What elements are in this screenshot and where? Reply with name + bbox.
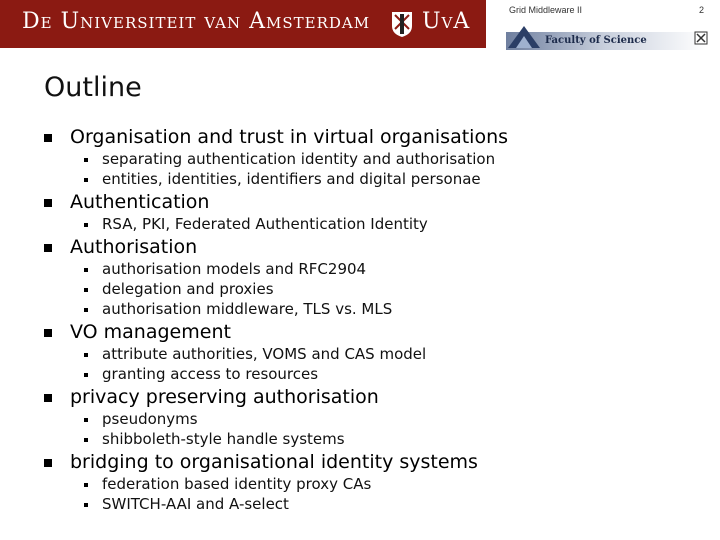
outline-item-label: VO management [70,321,231,343]
outline-subitem-label: federation based identity proxy CAs [102,475,372,493]
page-number: 2 [699,5,705,15]
square-bullet-icon [44,134,52,142]
outline-subitem-label: attribute authorities, VOMS and CAS model [102,345,427,363]
course-title: Grid Middleware II [509,5,583,15]
small-square-bullet-icon [84,158,88,162]
outline-subitem-label: SWITCH-AAI and A-select [102,495,289,513]
crest-small-icon [694,31,708,45]
outline-subitem-label: granting access to resources [102,365,319,383]
small-square-bullet-icon [84,438,88,442]
small-square-bullet-icon [84,418,88,422]
small-square-bullet-icon [84,288,88,292]
outline-subitem-label: shibboleth-style handle systems [102,430,345,448]
university-short: UvA [422,9,471,34]
small-square-bullet-icon [84,483,88,487]
outline-subitem-label: pseudonyms [102,410,198,428]
outline-subitem-label: entities, identities, identifiers and digital personae [102,170,481,188]
outline-subitem-label: authorisation middleware, TLS vs. MLS [102,300,393,318]
square-bullet-icon [44,394,52,402]
small-square-bullet-icon [84,223,88,227]
small-square-bullet-icon [84,353,88,357]
square-bullet-icon [44,329,52,337]
square-bullet-icon [44,199,52,207]
outline-item-label: Organisation and trust in virtual organisations [70,126,509,148]
university-banner [0,0,486,48]
outline-subitem-label: authorisation models and RFC2904 [102,260,367,278]
university-name: De Universiteit van Amsterdam [22,9,371,34]
small-square-bullet-icon [84,308,88,312]
outline-item-label: Authorisation [70,236,198,258]
outline-item-label: Authentication [70,191,210,213]
small-square-bullet-icon [84,268,88,272]
faculty-name: Faculty of Science [545,35,647,46]
square-bullet-icon [44,459,52,467]
uva-crest-icon [390,10,414,38]
square-bullet-icon [44,244,52,252]
slide-title: Outline [44,72,142,103]
outline-item-label: privacy preserving authorisation [70,386,379,408]
outline-item-label: bridging to organisational identity systems [70,451,478,473]
small-square-bullet-icon [84,503,88,507]
outline-subitem-label: separating authentication identity and authorisation [102,150,496,168]
small-square-bullet-icon [84,373,88,377]
outline-subitem-label: delegation and proxies [102,280,274,298]
outline-subitem-label: RSA, PKI, Federated Authentication Identity [102,215,428,233]
small-square-bullet-icon [84,178,88,182]
